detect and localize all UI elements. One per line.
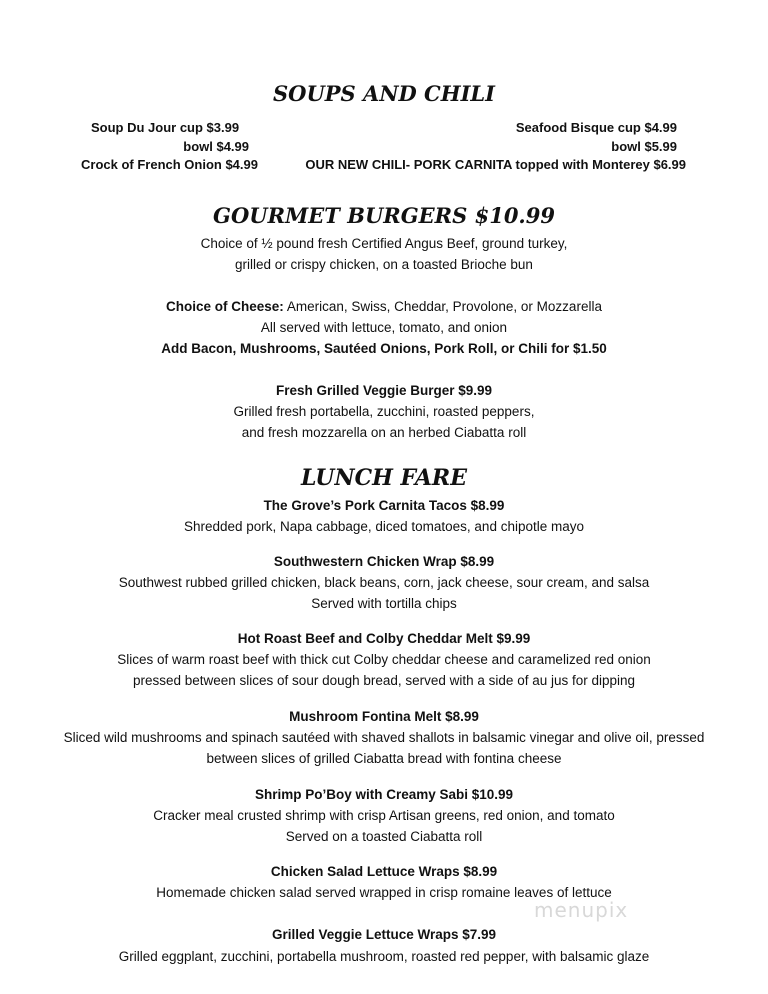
menu-item-desc: Sliced wild mushrooms and spinach sautéed with shaved shallots in balsamic vinegar and olive oil, pressed	[63, 730, 705, 745]
veggie-burger-desc-line-2: and fresh mozzarella on an herbed Ciabatta roll	[241, 425, 527, 440]
french-onion: Crock of French Onion $4.99	[81, 157, 258, 172]
menu-item-desc: pressed between slices of sour dough bread, served with a side of au jus for dipping	[132, 673, 636, 688]
menu-item-desc: Homemade chicken salad served wrapped in crisp romaine leaves of lettuce	[156, 885, 612, 900]
seafood-bisque-cup: Seafood Bisque cup $4.99	[515, 120, 677, 135]
menu-item-desc: Grilled eggplant, zucchini, portabella mushroom, roasted red pepper, with balsamic glaze	[118, 949, 650, 964]
menu-item-desc: Southwest rubbed grilled chicken, black beans, corn, jack cheese, sour cream, and salsa	[118, 575, 650, 590]
new-chili: OUR NEW CHILI- PORK CARNITA topped with Monterey $6.99	[305, 157, 686, 172]
veggie-burger-title: Fresh Grilled Veggie Burger $9.99	[275, 383, 493, 398]
menu-item-desc: Shredded pork, Napa cabbage, diced tomatoes, and chipotle mayo	[183, 519, 584, 534]
cheese-choice	[0, 300, 768, 314]
soups-heading: SOUPS AND CHILI	[272, 81, 496, 106]
menu-item-name: Mushroom Fontina Melt $8.99	[289, 709, 479, 724]
burger-addons: Add Bacon, Mushrooms, Sautéed Onions, Pork Roll, or Chili for $1.50	[161, 341, 607, 356]
menu-item-desc: Served with tortilla chips	[311, 596, 457, 611]
soup-du-jour-cup: Soup Du Jour cup $3.99	[91, 120, 240, 135]
burgers-heading: GOURMET BURGERS $10.99	[213, 203, 555, 228]
soup-du-jour-bowl: bowl $4.99	[183, 139, 249, 154]
menu-item-name: The Grove’s Pork Carnita Tacos $8.99	[263, 498, 505, 513]
menu-item-name: Hot Roast Beef and Colby Cheddar Melt $9.99	[237, 631, 531, 646]
menu-item-desc: Cracker meal crusted shrimp with crisp Artisan greens, red onion, and tomato	[153, 808, 615, 823]
menu-item-name: Southwestern Chicken Wrap $8.99	[273, 554, 495, 569]
menu-item-name: Grilled Veggie Lettuce Wraps $7.99	[271, 927, 497, 942]
burgers-desc-line-1: Choice of ½ pound fresh Certified Angus Beef, ground turkey,	[200, 236, 568, 251]
burgers-desc-line-2: grilled or crispy chicken, on a toasted Brioche bun	[235, 257, 533, 272]
cheese-label: Choice of Cheese:	[166, 299, 284, 314]
cheese-options: American, Swiss, Cheddar, Provolone, or Mozzarella	[283, 299, 602, 314]
menu-item-name: Shrimp Po’Boy with Creamy Sabi $10.99	[254, 787, 514, 802]
menu-item-desc: Slices of warm roast beef with thick cut Colby cheddar cheese and caramelized red onion	[117, 652, 651, 667]
seafood-bisque-bowl: bowl $5.99	[611, 139, 677, 154]
menu-item-desc: Served on a toasted Ciabatta roll	[285, 829, 483, 844]
veggie-burger-desc-line-1: Grilled fresh portabella, zucchini, roasted peppers,	[233, 404, 535, 419]
menu-item-desc: between slices of grilled Ciabatta bread with fontina cheese	[206, 751, 562, 766]
menu-item-name: Chicken Salad Lettuce Wraps $8.99	[270, 864, 498, 879]
served-with: All served with lettuce, tomato, and onion	[260, 320, 508, 335]
lunch-heading: LUNCH FARE	[301, 465, 467, 491]
menupix-watermark: menupix	[534, 898, 629, 922]
